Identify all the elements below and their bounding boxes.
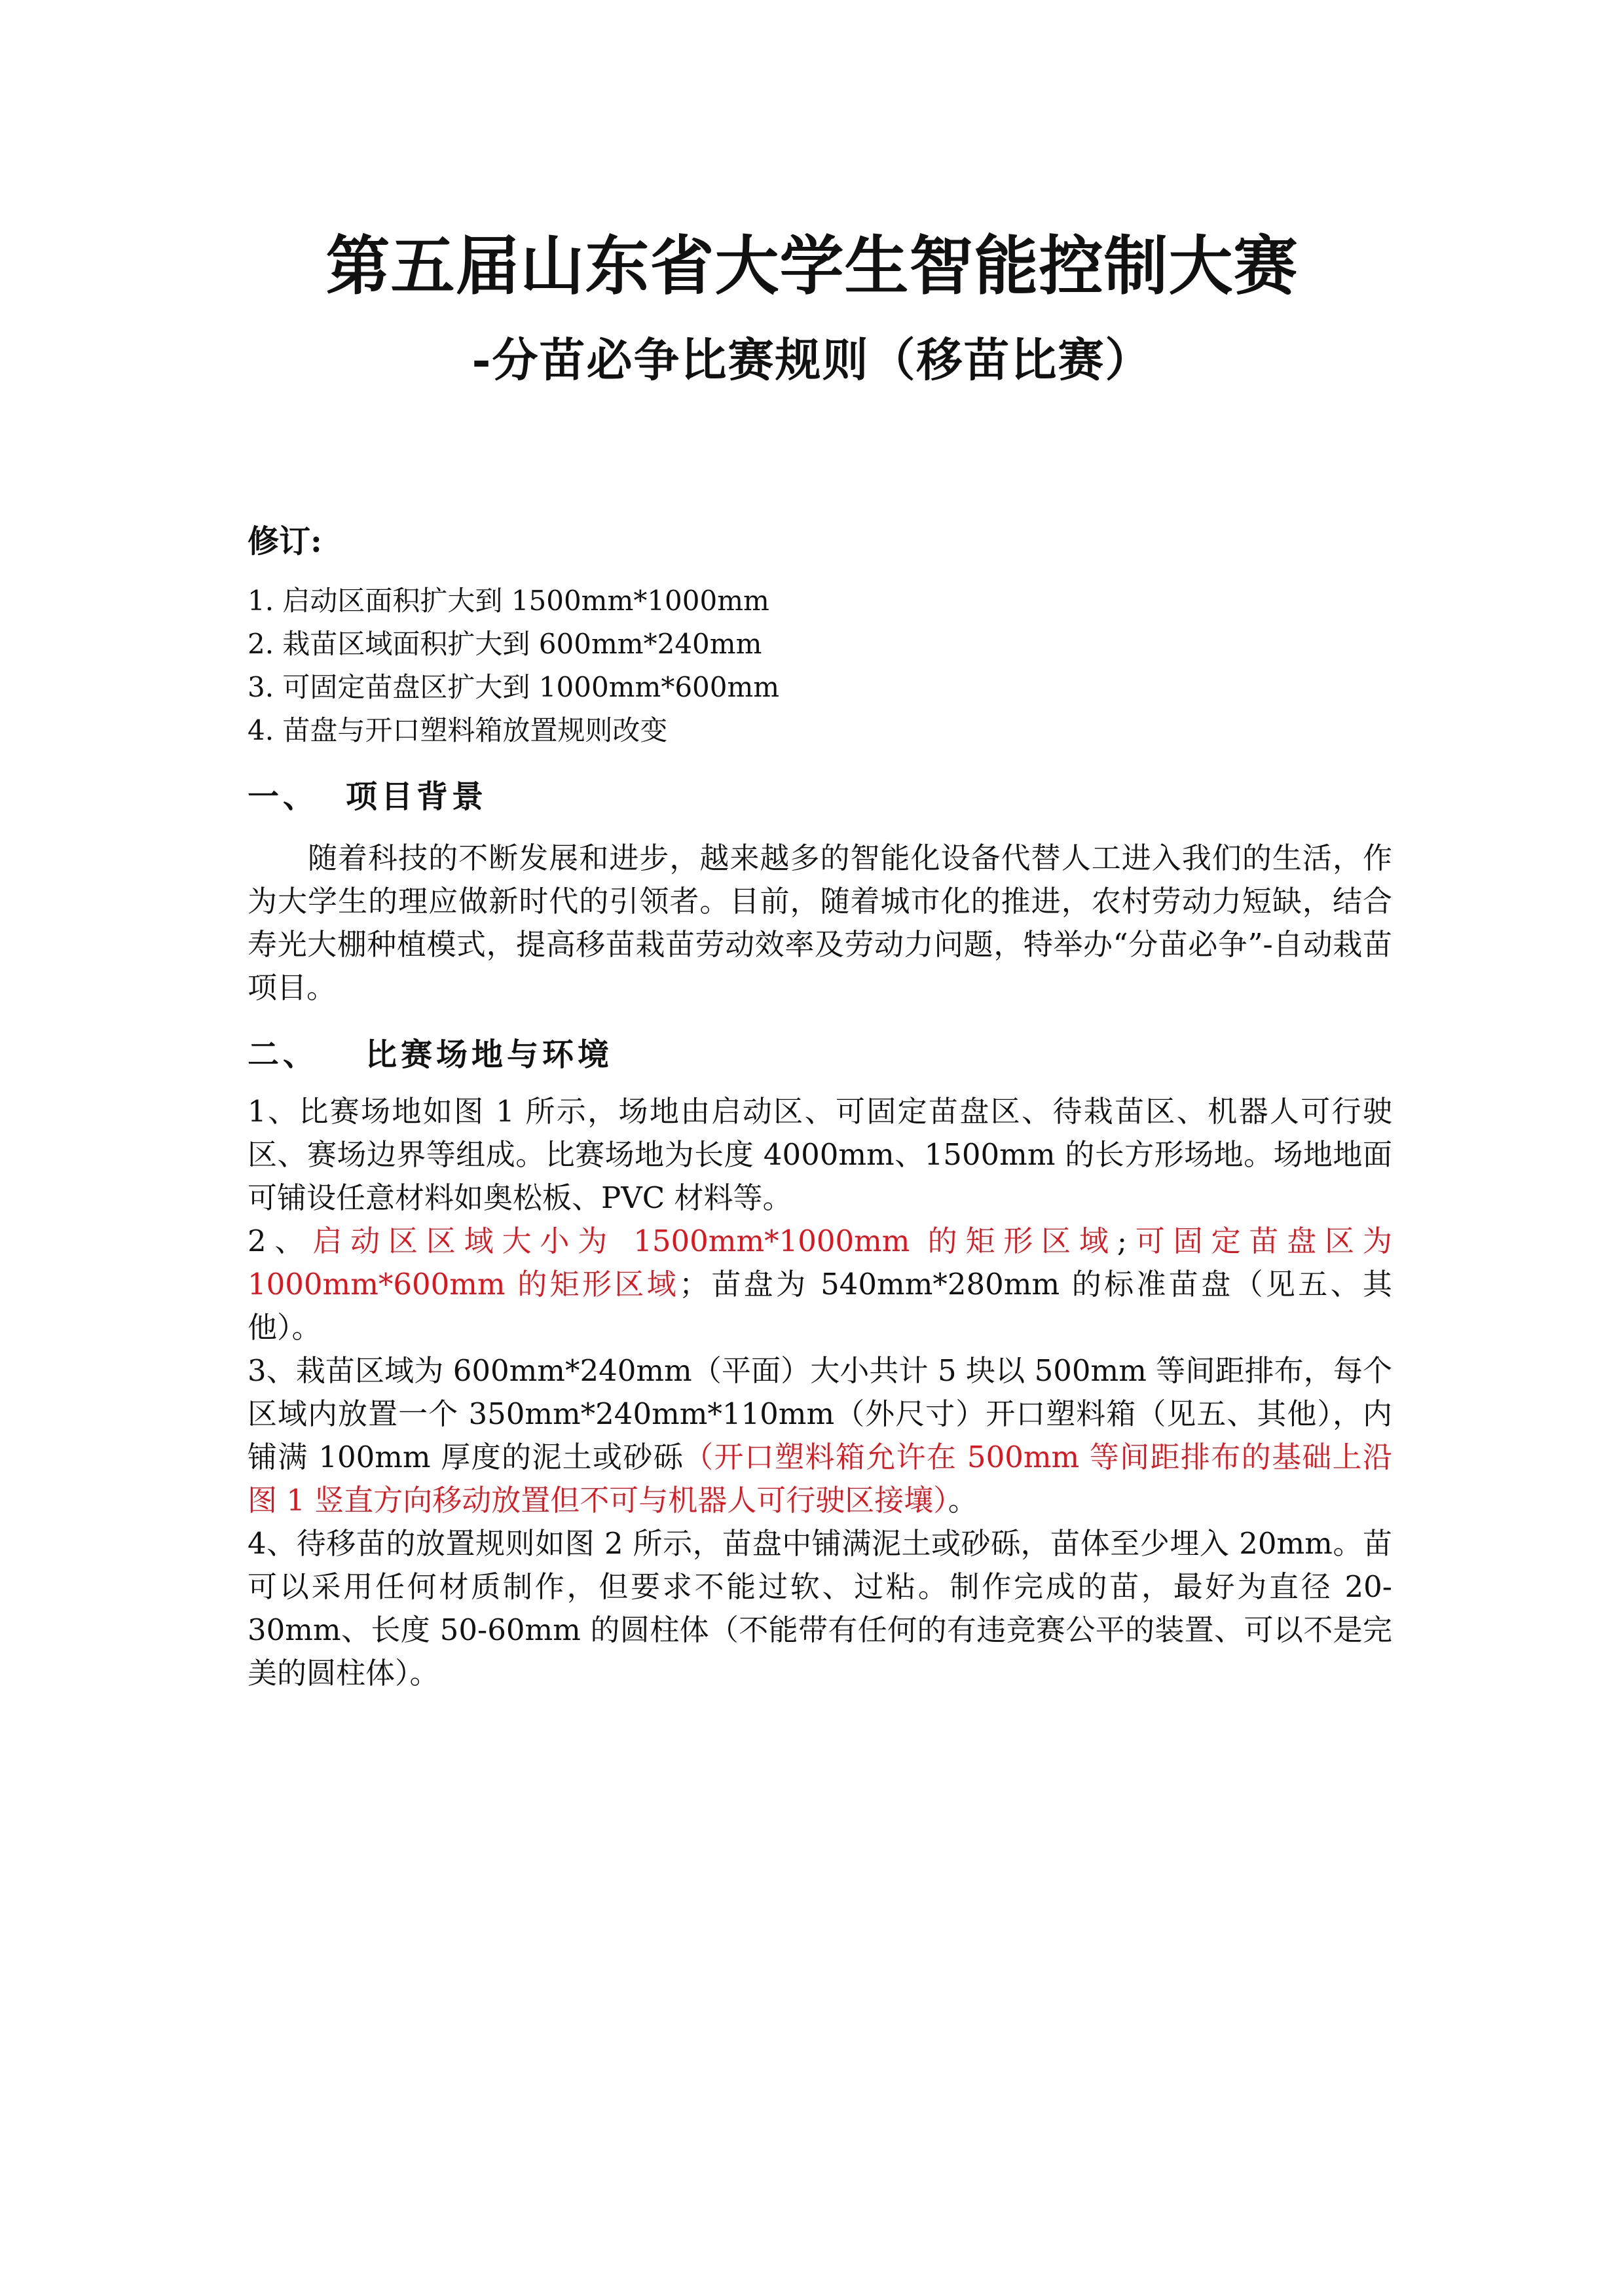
revision-item: 4. 苗盘与开口塑料箱放置规则改变 [248, 714, 668, 746]
revision-item: 2. 栽苗区域面积扩大到 600mm*240mm [248, 628, 762, 660]
section-title: 项目背景 [346, 778, 488, 815]
venue-item-4: 4、待移苗的放置规则如图 2 所示，苗盘中铺满泥土或砂砾，苗体至少埋入 20mm。苗可以采用任何材质制作，但要求不能过软、过粘。制作完成的苗，最好为直径 20-30mm、长度 50-60mm 的圆柱体（不能带有任何的有违竞赛公平的装置、可以不是完美的圆柱体）。 [248, 1526, 1392, 1690]
venue-body [248, 1090, 1392, 1695]
revision-item: 1. 启动区面积扩大到 1500mm*1000mm [248, 585, 769, 617]
venue-item-2 [248, 1220, 1392, 1349]
section-heading-venue [248, 1029, 1392, 1074]
venue-item-1: 1、比赛场地如图 1 所示，场地由启动区、可固定苗盘区、待栽苗区、机器人可行驶区、赛场边界等组成。比赛场地为长度 4000mm、1500mm 的长方形场地。场地地面可铺设任意材料如奥松板、PVC 材料等。 [248, 1094, 1392, 1215]
separator: ; [1116, 1224, 1128, 1258]
highlight-box-placement: （开口塑料箱允许在 500mm 等间距排布的基础上沿图 1 竖直方向移动放置但不可与机器人可行驶区接壤） [248, 1440, 1393, 1518]
highlight-tray-zone: 可固定苗盘区为 1000mm*600mm 的矩形区域 [248, 1224, 1392, 1302]
section-heading-background [248, 771, 1392, 816]
background-paragraph: 随着科技的不断发展和进步，越来越多的智能化设备代替人工进入我们的生活，作为大学生的理应做新时代的引领者。目前，随着城市化的推进，农村劳动力短缺，结合寿光大棚种植模式，提高移苗栽苗劳动效率及劳动力问题，特举办“分苗必争”-自动栽苗项目。 [248, 841, 1392, 1005]
document-title: 第五届山东省大学生智能控制大赛 [325, 228, 1299, 304]
item-prefix: 2、 [248, 1224, 313, 1258]
revision-list [248, 579, 1392, 752]
document-subtitle: -分苗必争比赛规则（移苗比赛） [471, 333, 1153, 387]
section-title: 比赛场地与环境 [365, 1036, 614, 1073]
section-number: 二、 [248, 1036, 319, 1073]
section-number: 一、 [248, 778, 319, 815]
item-text: ；苗盘为 540mm*280mm 的标准苗盘（见五、其他）。 [248, 1267, 1393, 1345]
venue-item-3 [248, 1349, 1392, 1522]
highlight-start-zone: 启动区区域大小为 1500mm*1000mm 的矩形区域 [312, 1224, 1117, 1258]
revision-item: 3. 可固定苗盘区扩大到 1000mm*600mm [248, 671, 780, 703]
item-end: 。 [948, 1483, 978, 1518]
revision-heading: 修订: [248, 523, 322, 560]
item-text: 3、栽苗区域为 600mm*240mm（平面）大小共计 5 块以 500mm 等间距排布，每个区域内放置一个 350mm*240mm*110mm（外尺寸）开口塑料箱（见五、其他），内铺满 100mm 厚度的泥土或砂砾 [248, 1353, 1392, 1474]
